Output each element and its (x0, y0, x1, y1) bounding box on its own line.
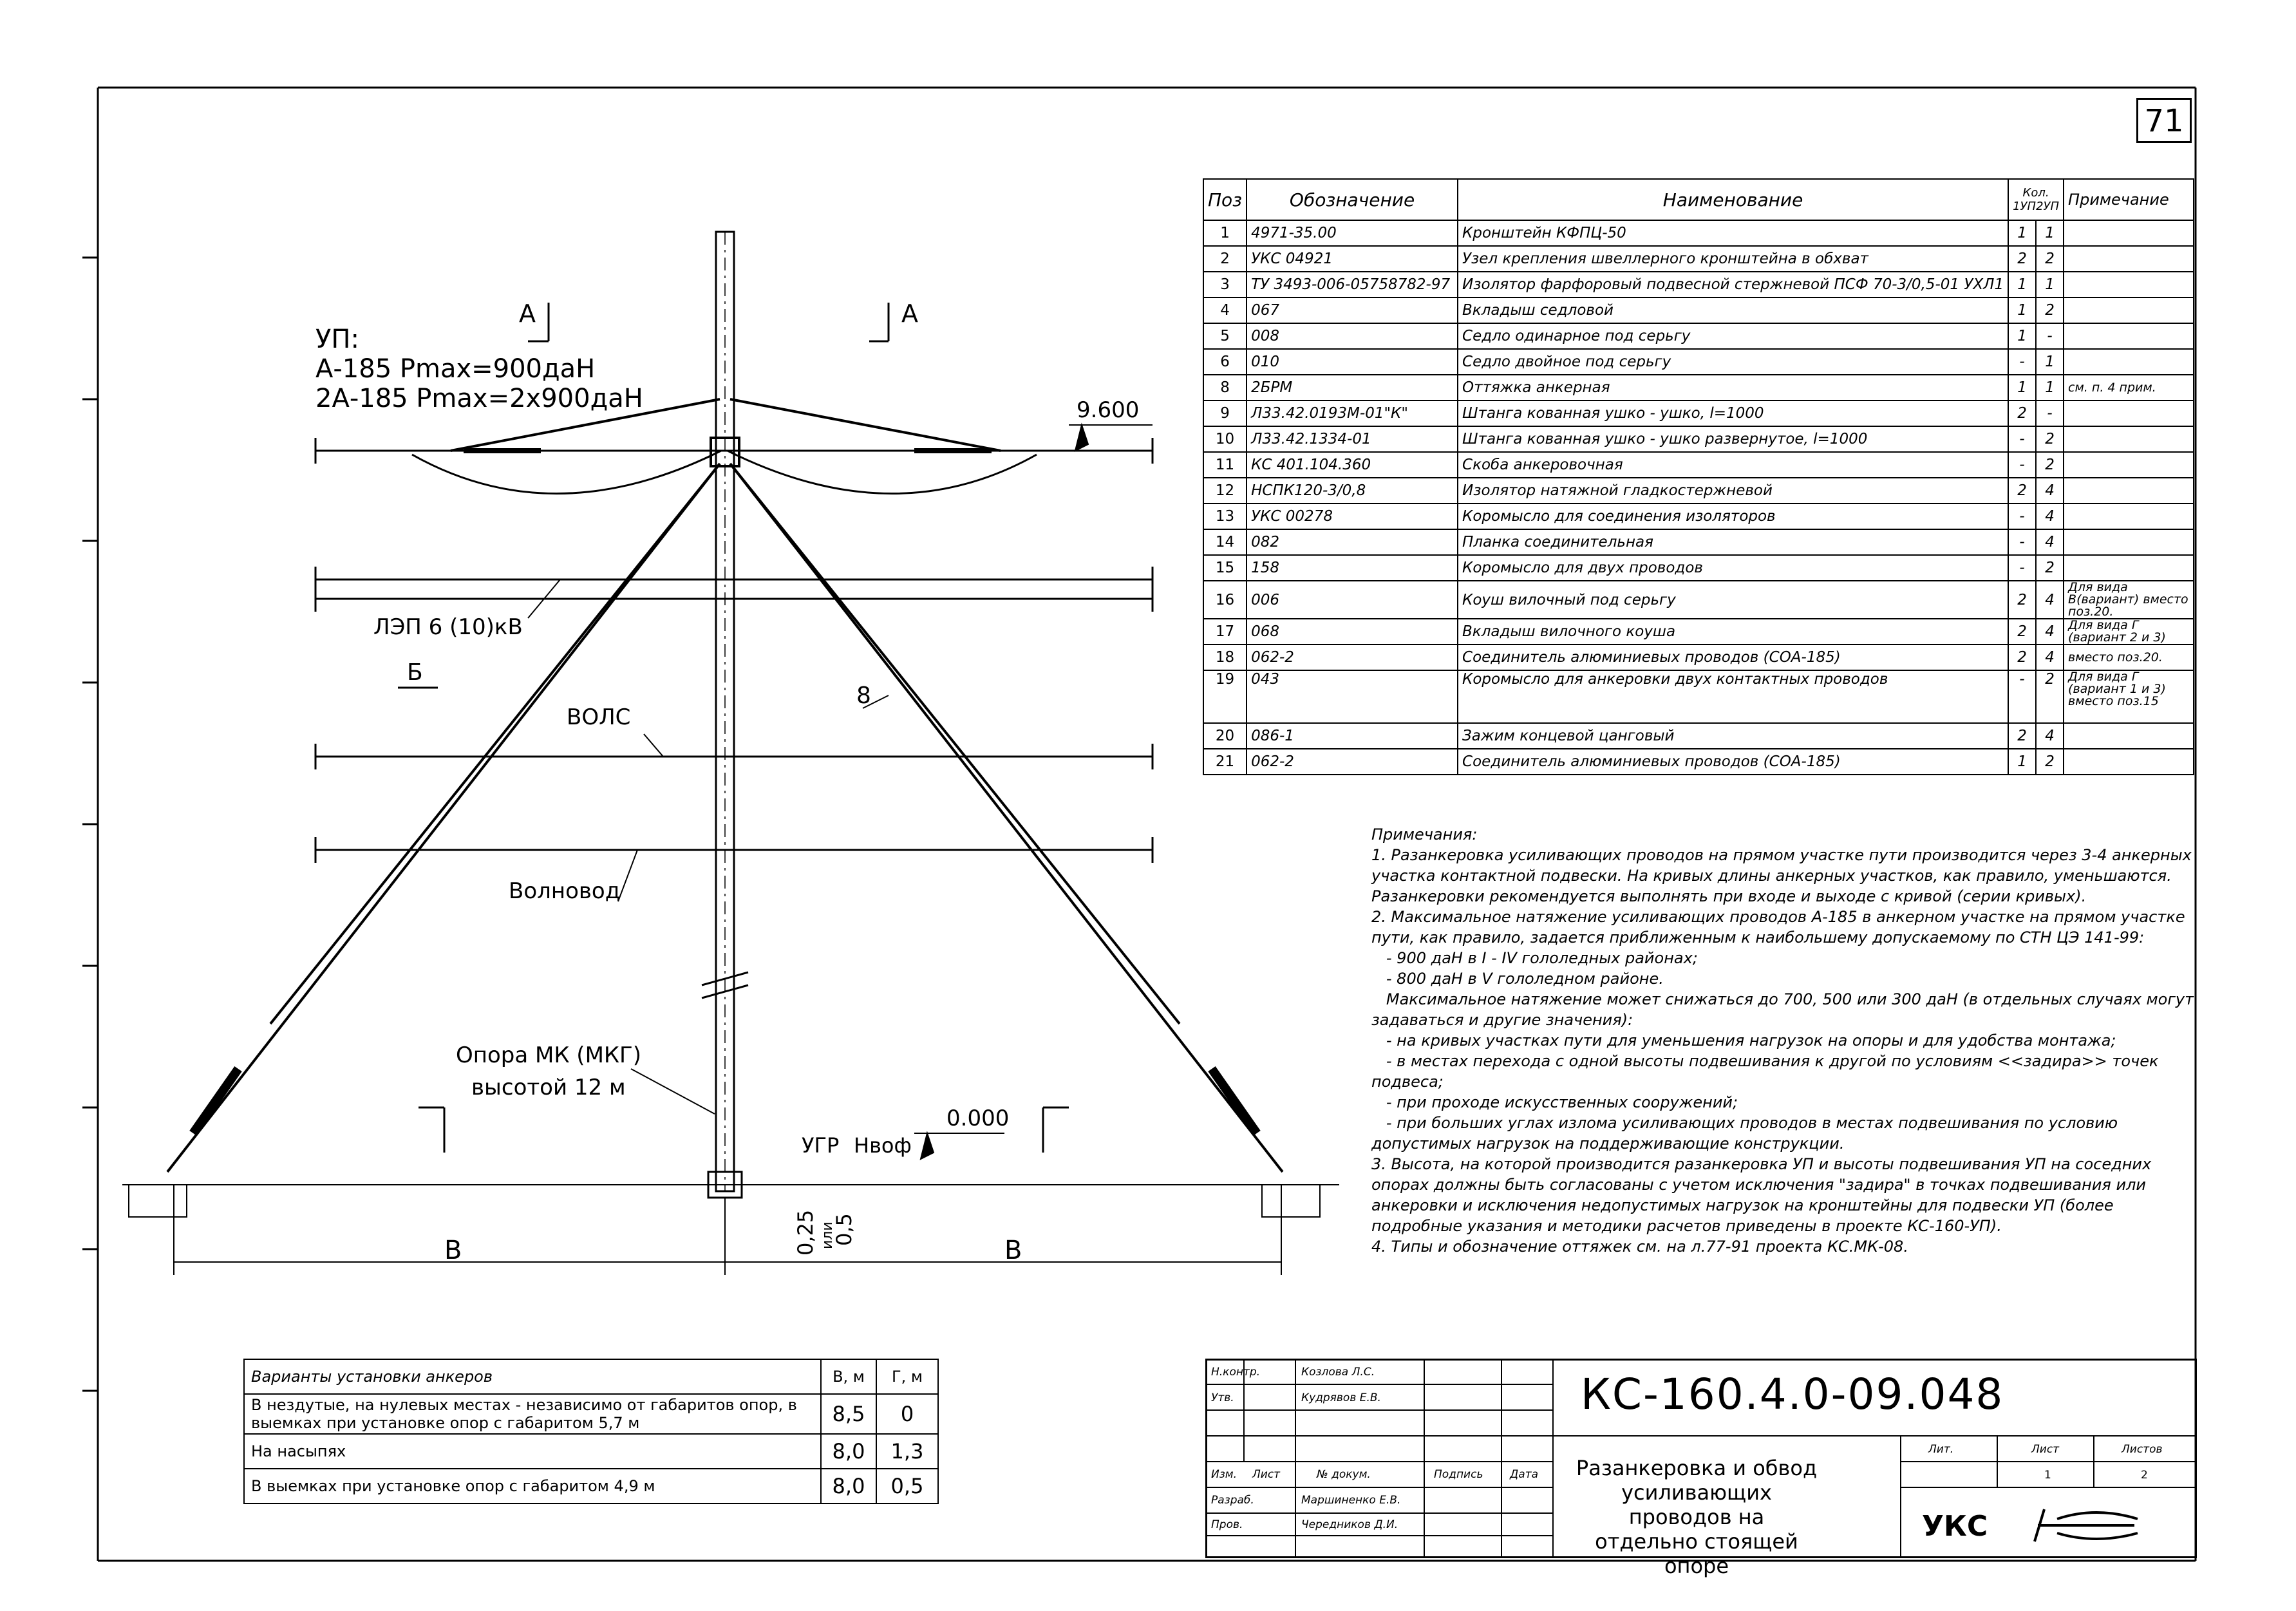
spec-name: Соединитель алюминиевых проводов (СОА-185) (1458, 645, 2008, 670)
spec-designation: 008 (1247, 323, 1458, 349)
spec-name: Узел крепления швеллерного кронштейна в обхват (1458, 246, 2008, 272)
spec-name: Оттяжка анкерная (1458, 375, 2008, 400)
spec-designation: 2БРМ (1247, 375, 1458, 400)
note-item: 4. Типы и обозначение оттяжек см. на л.77-91 проекта КС.МК-08. (1371, 1238, 1908, 1256)
spec-name: Планка соединительная (1458, 529, 2008, 555)
document-code: КС-160.4.0-09.048 (1581, 1370, 2004, 1419)
spec-designation: Л33.42.0193М-01"К" (1247, 400, 1458, 426)
anchor-header-g: Г, м (876, 1359, 938, 1394)
spec-qty2: 2 (2036, 670, 2064, 723)
spec-name: Штанга кованная ушко - ушко развернутое, l=1000 (1458, 426, 2008, 452)
note-item: - в местах перехода с одной высоты подвешивания к другой по условиям <<задира>> точек подвеса; (1371, 1052, 2164, 1091)
spec-note: см. п. 4 прим. (2064, 375, 2194, 400)
spec-note: Для вида Г (вариант 1 и 3) вместо поз.15 (2064, 670, 2194, 723)
anchor-g: 1,3 (876, 1434, 938, 1469)
person-2: Чередников Д.И. (1301, 1518, 1398, 1531)
label-lep: ЛЭП 6 (10)кВ (373, 614, 523, 640)
dim-vertical-or: или (820, 1221, 836, 1249)
note-item: - при проходе искусственных сооружений; (1371, 1093, 1738, 1111)
spec-qty1: - (2008, 670, 2036, 723)
anchor-name: В выемках при установке опор с габаритом 4,9 м (244, 1469, 821, 1503)
spec-pos: 16 (1203, 581, 1247, 619)
spec-note (2064, 349, 2194, 375)
col-sheet: Лист (2031, 1443, 2060, 1456)
title-line-2: усиливающих проводов на (1621, 1480, 1772, 1529)
spec-row (1203, 400, 2194, 426)
sheet-value: 1 (2044, 1469, 2051, 1482)
spec-pos: 10 (1203, 426, 1247, 452)
spec-designation: 006 (1247, 581, 1458, 619)
spec-name: Изолятор фарфоровый подвесной стержневой ПСФ 70-3/0,5-01 УХЛ1 (1458, 272, 2008, 297)
spec-name: Коуш вилочный под серьгу (1458, 581, 2008, 619)
anchor-b: 8,0 (821, 1469, 876, 1503)
spec-qty2: 2 (2036, 749, 2064, 775)
spec-name: Соединитель алюминиевых проводов (СОА-185) (1458, 749, 2008, 775)
support-pole (702, 232, 748, 1198)
spec-qty2: 4 (2036, 723, 2064, 749)
dim-left: В (444, 1236, 462, 1265)
spec-name: Кронштейн КФПЦ-50 (1458, 220, 2008, 246)
up-line-1: А-185 Pmax=900даН (315, 354, 596, 384)
spec-qty1: 2 (2008, 723, 2036, 749)
spec-row (1203, 323, 2194, 349)
spec-row (1203, 220, 2194, 246)
document-title (1568, 1456, 1825, 1578)
dim-vertical-2: 0,5 (832, 1213, 856, 1246)
spec-header-name: Наименование (1458, 179, 2008, 220)
spec-pos: 2 (1203, 246, 1247, 272)
spec-pos: 14 (1203, 529, 1247, 555)
dim-vertical-1: 0,25 (793, 1209, 818, 1256)
spec-row (1203, 375, 2194, 400)
spec-note (2064, 400, 2194, 426)
note-item: 1. Разанкеровка усиливающих проводов на прямом участке пути производится через 3-4 анкерных участка контактной подвески. На кривых длины анкерных участков, как правило, уменьшаются. Разанкеровки рекомендуется выполнять при входе и выходе с кривой (серии кривых). (1371, 846, 2197, 905)
spec-designation: УКС 00278 (1247, 504, 1458, 529)
spec-note (2064, 749, 2194, 775)
spec-pos: 11 (1203, 452, 1247, 478)
spec-qty1: 1 (2008, 749, 2036, 775)
spec-name: Седло одинарное под серьгу (1458, 323, 2008, 349)
spec-note (2064, 426, 2194, 452)
spec-qty2: 1 (2036, 375, 2064, 400)
spec-designation: 067 (1247, 297, 1458, 323)
spec-row (1203, 349, 2194, 375)
spec-name: Коромысло для анкеровки двух контактных проводов (1458, 670, 2008, 723)
spec-qty1: 1 (2008, 323, 2036, 349)
spec-row (1203, 529, 2194, 555)
col-date: Дата (1510, 1468, 1539, 1481)
note-item: Максимальное натяжение может снижаться до 700, 500 или 300 даН (в отдельных случаях могут задаваться и другие значения): (1371, 990, 2199, 1029)
spec-header-designation: Обозначение (1247, 179, 1458, 220)
label-hvof: Нвоф (854, 1133, 912, 1158)
sheets-value: 2 (2141, 1469, 2148, 1482)
spec-pos: 18 (1203, 645, 1247, 670)
spec-designation: Л33.42.1334-01 (1247, 426, 1458, 452)
label-support-1: Опора МК (МКГ) (456, 1042, 642, 1068)
spec-pos: 3 (1203, 272, 1247, 297)
spec-name: Вкладыш вилочного коуша (1458, 619, 2008, 645)
spec-note (2064, 555, 2194, 581)
spec-row (1203, 749, 2194, 775)
spec-name: Седло двойное под серьгу (1458, 349, 2008, 375)
spec-header-note: Примечание (2064, 179, 2194, 220)
spec-designation: ТУ 3493-006-05758782-97 (1247, 272, 1458, 297)
anchor-name: На насыпях (244, 1434, 821, 1469)
spec-note (2064, 246, 2194, 272)
sag-wire-left (412, 451, 721, 494)
anchor-row (244, 1394, 938, 1434)
spec-name: Зажим концевой цанговый (1458, 723, 2008, 749)
spec-pos: 20 (1203, 723, 1247, 749)
section-a-left: А (519, 299, 536, 328)
spec-name: Вкладыш седловой (1458, 297, 2008, 323)
col-lit: Лит. (1928, 1443, 1954, 1456)
spec-qty1: 2 (2008, 478, 2036, 504)
level-top: 9.600 (1077, 397, 1140, 423)
anchor-b: 8,0 (821, 1434, 876, 1469)
spec-qty2: 2 (2036, 452, 2064, 478)
section-b: Б (407, 659, 423, 686)
spec-note (2064, 478, 2194, 504)
spec-name: Штанга кованная ушко - ушко, l=1000 (1458, 400, 2008, 426)
spec-note: вместо поз.20. (2064, 645, 2194, 670)
spec-row (1203, 619, 2194, 645)
org-name: УКС (1922, 1510, 1988, 1543)
up-line-2: 2А-185 Pmax=2x900даН (315, 384, 643, 413)
person-4: Кудрявов Е.В. (1301, 1391, 1381, 1404)
spec-header-qty1: 1УП (2013, 200, 2037, 213)
spec-pos: 21 (1203, 749, 1247, 775)
spec-qty2: 2 (2036, 555, 2064, 581)
role-1: Разраб. (1211, 1494, 1254, 1507)
spec-qty1: 2 (2008, 619, 2036, 645)
spec-qty1: - (2008, 452, 2036, 478)
spec-qty2: 1 (2036, 349, 2064, 375)
spec-header-row (1203, 179, 2194, 220)
spec-qty2: 2 (2036, 246, 2064, 272)
spec-name: Коромысло для двух проводов (1458, 555, 2008, 581)
spec-qty1: 2 (2008, 246, 2036, 272)
spec-pos: 8 (1203, 375, 1247, 400)
label-guy: 8 (856, 683, 871, 709)
anchor-name: В нездутые, на нулевых местах - независимо от габаритов опор, в выемках при установке опор с габаритом 5,7 м (244, 1394, 821, 1434)
spec-note (2064, 504, 2194, 529)
spec-designation: НСПК120-3/0,8 (1247, 478, 1458, 504)
spec-note (2064, 452, 2194, 478)
spec-qty1: 1 (2008, 375, 2036, 400)
spec-qty2: - (2036, 323, 2064, 349)
anchor-header-name: Варианты установки анкеров (244, 1359, 821, 1394)
spec-header-qty-label: Кол. (2022, 186, 2049, 200)
spec-pos: 17 (1203, 619, 1247, 645)
title-line-3: отдельно стоящей опоре (1595, 1529, 1798, 1578)
spec-designation: 082 (1247, 529, 1458, 555)
spec-qty2: 2 (2036, 297, 2064, 323)
spec-designation: 062-2 (1247, 645, 1458, 670)
spec-qty2: 4 (2036, 529, 2064, 555)
spec-row (1203, 297, 2194, 323)
spec-header-qty2: 2УП (2036, 200, 2060, 213)
spec-qty1: - (2008, 349, 2036, 375)
spec-header-qty (2008, 179, 2064, 220)
spec-qty2: 4 (2036, 619, 2064, 645)
spec-designation: 086-1 (1247, 723, 1458, 749)
spec-qty1: - (2008, 426, 2036, 452)
spec-qty2: 4 (2036, 581, 2064, 619)
up-label: УП: (315, 325, 359, 354)
anchor-header-row (244, 1359, 938, 1394)
note-item: 3. Высота, на которой производится разанкеровка УП и высоты подвешивания УП на соседних опорах должны быть согласованы с учетом исключения "задира" в точках подвешивания или анкеровки и исключения недопустимых нагрузок на кронштейны для подвески УП (более подробные указания и методики расчетов приведены в проекте КС-160-УП). (1371, 1155, 2156, 1235)
spec-qty1: 1 (2008, 272, 2036, 297)
spec-note: Для вида Г (вариант 2 и 3) (2064, 619, 2194, 645)
spec-designation: 043 (1247, 670, 1458, 723)
spec-qty2: 4 (2036, 645, 2064, 670)
spec-note (2064, 220, 2194, 246)
spec-note (2064, 272, 2194, 297)
spec-name: Скоба анкеровочная (1458, 452, 2008, 478)
anchor-header-b: В, м (821, 1359, 876, 1394)
spec-header-pos: Поз (1203, 179, 1247, 220)
spec-designation: 062-2 (1247, 749, 1458, 775)
col-sign: Подпись (1434, 1468, 1483, 1481)
spec-qty1: 2 (2008, 581, 2036, 619)
org-logo-icon (2031, 1506, 2141, 1545)
spec-pos: 15 (1203, 555, 1247, 581)
anchor-variants-table (243, 1359, 939, 1504)
spec-qty1: - (2008, 504, 2036, 529)
title-line-1: Разанкеровка и обвод (1576, 1456, 1818, 1480)
spec-qty2: 2 (2036, 426, 2064, 452)
spec-note (2064, 297, 2194, 323)
role-2: Пров. (1211, 1518, 1243, 1531)
anchor-b: 8,5 (821, 1394, 876, 1434)
notes-title: Примечания: (1371, 825, 1478, 843)
spec-row (1203, 645, 2194, 670)
spec-qty2: 1 (2036, 220, 2064, 246)
spec-qty1: - (2008, 529, 2036, 555)
spec-name: Изолятор натяжной гладкостержневой (1458, 478, 2008, 504)
note-item: - при больших углах излома усиливающих проводов в местах подвешивания по условию допустимых нагрузок на поддерживающие конструкции. (1371, 1114, 2123, 1153)
spec-row (1203, 581, 2194, 619)
spec-designation: 4971-35.00 (1247, 220, 1458, 246)
spec-row (1203, 504, 2194, 529)
spec-pos: 13 (1203, 504, 1247, 529)
spec-designation: 158 (1247, 555, 1458, 581)
spec-pos: 12 (1203, 478, 1247, 504)
note-item: - 800 даН в V гололедном районе. (1371, 970, 1664, 988)
anchor-row (244, 1469, 938, 1503)
dim-right: В (1004, 1236, 1022, 1265)
level-zero: 0.000 (946, 1106, 1010, 1131)
sag-wire-right (728, 451, 1037, 494)
anchor-g: 0 (876, 1394, 938, 1434)
spec-qty1: 1 (2008, 220, 2036, 246)
spec-designation: 010 (1247, 349, 1458, 375)
label-volnovod: Волновод (509, 878, 621, 904)
spec-designation: УКС 04921 (1247, 246, 1458, 272)
spec-row (1203, 452, 2194, 478)
person-3: Козлова Л.С. (1301, 1366, 1375, 1379)
spec-qty2: - (2036, 400, 2064, 426)
spec-qty1: - (2008, 555, 2036, 581)
spec-row (1203, 426, 2194, 452)
spec-pos: 19 (1203, 670, 1247, 723)
spec-qty2: 1 (2036, 272, 2064, 297)
person-1: Маршиненко Е.В. (1301, 1494, 1401, 1507)
label-vols: ВОЛС (567, 704, 631, 730)
anchor-row (244, 1434, 938, 1469)
spec-row (1203, 555, 2194, 581)
wires (122, 438, 1339, 1185)
specification-table (1203, 178, 2194, 775)
spec-row (1203, 723, 2194, 749)
anchor-g: 0,5 (876, 1469, 938, 1503)
section-a-right: А (901, 299, 918, 328)
col-list: Лист (1252, 1468, 1281, 1481)
spec-note (2064, 323, 2194, 349)
spec-pos: 4 (1203, 297, 1247, 323)
spec-qty1: 1 (2008, 297, 2036, 323)
spec-qty1: 2 (2008, 400, 2036, 426)
role-3: Н.контр. (1211, 1366, 1261, 1379)
col-doc: № докум. (1317, 1468, 1371, 1481)
spec-row (1203, 670, 2194, 723)
spec-qty2: 4 (2036, 478, 2064, 504)
spec-row (1203, 478, 2194, 504)
note-item: - на кривых участках пути для уменьшения нагрузок на опоры и для удобства монтажа; (1371, 1032, 2116, 1050)
note-item: 2. Максимальное натяжение усиливающих проводов А-185 в анкерном участке на прямом участке пути, как правило, задается приближенным к наибольшему допускаемому по СТН ЦЭ 141-99: (1371, 908, 2190, 947)
spec-note: Для вида В(вариант) вместо поз.20. (2064, 581, 2194, 619)
spec-note (2064, 723, 2194, 749)
spec-pos: 9 (1203, 400, 1247, 426)
spec-pos: 5 (1203, 323, 1247, 349)
spec-designation: КС 401.104.360 (1247, 452, 1458, 478)
spec-row (1203, 246, 2194, 272)
col-izm: Изм. (1211, 1468, 1237, 1481)
label-ugr: УГР (802, 1133, 840, 1158)
spec-designation: 068 (1247, 619, 1458, 645)
label-support-2: высотой 12 м (471, 1075, 626, 1100)
spec-qty2: 4 (2036, 504, 2064, 529)
spec-name: Коромысло для соединения изоляторов (1458, 504, 2008, 529)
notes-block (1371, 824, 2199, 1257)
sheet-number: 71 (2136, 98, 2192, 143)
col-sheets: Листов (2122, 1443, 2163, 1456)
spec-note (2064, 529, 2194, 555)
note-item: - 900 даН в I - IV гололедных районах; (1371, 949, 1698, 967)
spec-pos: 6 (1203, 349, 1247, 375)
spec-pos: 1 (1203, 220, 1247, 246)
title-block (1205, 1359, 2197, 1578)
role-4: Утв. (1211, 1391, 1234, 1404)
spec-qty1: 2 (2008, 645, 2036, 670)
spec-row (1203, 272, 2194, 297)
